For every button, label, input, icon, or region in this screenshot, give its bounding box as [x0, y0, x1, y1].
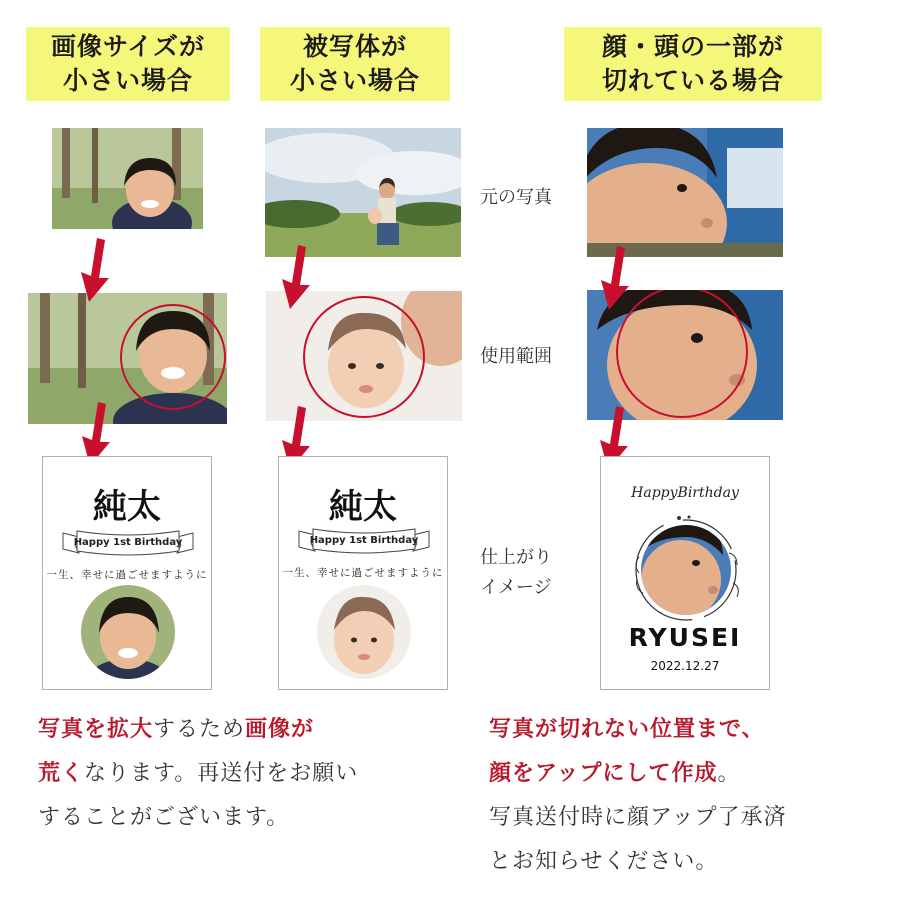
- used-area-photo-boy: [28, 293, 227, 424]
- header-line: 被写体が: [302, 32, 407, 61]
- original-photo-mother-baby: [265, 128, 461, 257]
- emphasis-text: 顔をアップにして作成: [489, 761, 718, 786]
- plain-text: なります。再送付をお願い: [84, 761, 359, 786]
- note-right-line3: 写真送付時に顔アップ了承済: [489, 805, 787, 830]
- label-finish-line1: 仕上がり: [480, 547, 552, 568]
- header-small-subject: [260, 27, 450, 101]
- original-photo-baby-cut: [587, 128, 783, 257]
- emphasis-text: 画像が: [245, 717, 315, 742]
- emphasis-text: 写真を拡大: [38, 717, 154, 742]
- ribbon-banner: [61, 525, 195, 559]
- plain-text: 。: [717, 761, 741, 786]
- finished-card-1: [42, 456, 212, 690]
- header-cut-face: [564, 27, 822, 101]
- note-left-line1: [38, 708, 458, 752]
- note-right-line2: [489, 752, 889, 796]
- finished-card-2: [278, 456, 448, 690]
- note-right-line1: 写真が切れない位置まで、: [489, 717, 765, 742]
- original-photo-boy-small: [52, 128, 203, 229]
- happy-birthday-title: HappyBirthday: [631, 485, 739, 501]
- note-left-line3: することがございます。: [38, 805, 290, 830]
- card-photo: [81, 585, 175, 679]
- header-line: 小さい場合: [62, 66, 193, 95]
- note-left: [38, 708, 458, 840]
- ribbon-text: Happy 1st Birthday: [73, 537, 183, 548]
- card-name: RYUSEI: [628, 623, 742, 652]
- label-original: 元の写真: [480, 187, 552, 208]
- ribbon-banner: [297, 523, 431, 557]
- note-right: [489, 708, 889, 884]
- card-photo: [317, 585, 411, 679]
- card-date: 2022.12.27: [650, 659, 720, 673]
- header-line: 切れている場合: [601, 66, 784, 95]
- note-left-line2: [38, 752, 458, 796]
- card-wish: 一生、幸せに過ごせますように: [282, 567, 444, 579]
- header-small-image: [26, 27, 230, 101]
- card-name: 純太: [93, 487, 161, 527]
- label-finish: [480, 543, 552, 603]
- card-photo: [641, 525, 731, 615]
- label-finish-line2: イメージ: [480, 577, 552, 598]
- header-line: 顔・頭の一部が: [601, 32, 784, 61]
- arrow-down-icon: [595, 244, 635, 314]
- arrow-down-icon: [75, 236, 115, 306]
- header-line: 小さい場合: [289, 66, 420, 95]
- card-name: 純太: [329, 487, 397, 527]
- header-line: 画像サイズが: [50, 32, 205, 61]
- ribbon-text: Happy 1st Birthday: [309, 535, 419, 546]
- card-wish: 一生、幸せに過ごせますように: [46, 569, 208, 581]
- arrow-down-icon: [276, 243, 316, 313]
- emphasis-text: 荒く: [38, 761, 85, 786]
- plain-text: するため: [153, 717, 246, 742]
- label-used-area: 使用範囲: [480, 346, 552, 367]
- finished-card-3: [600, 456, 770, 690]
- note-right-line4: とお知らせください。: [489, 849, 719, 874]
